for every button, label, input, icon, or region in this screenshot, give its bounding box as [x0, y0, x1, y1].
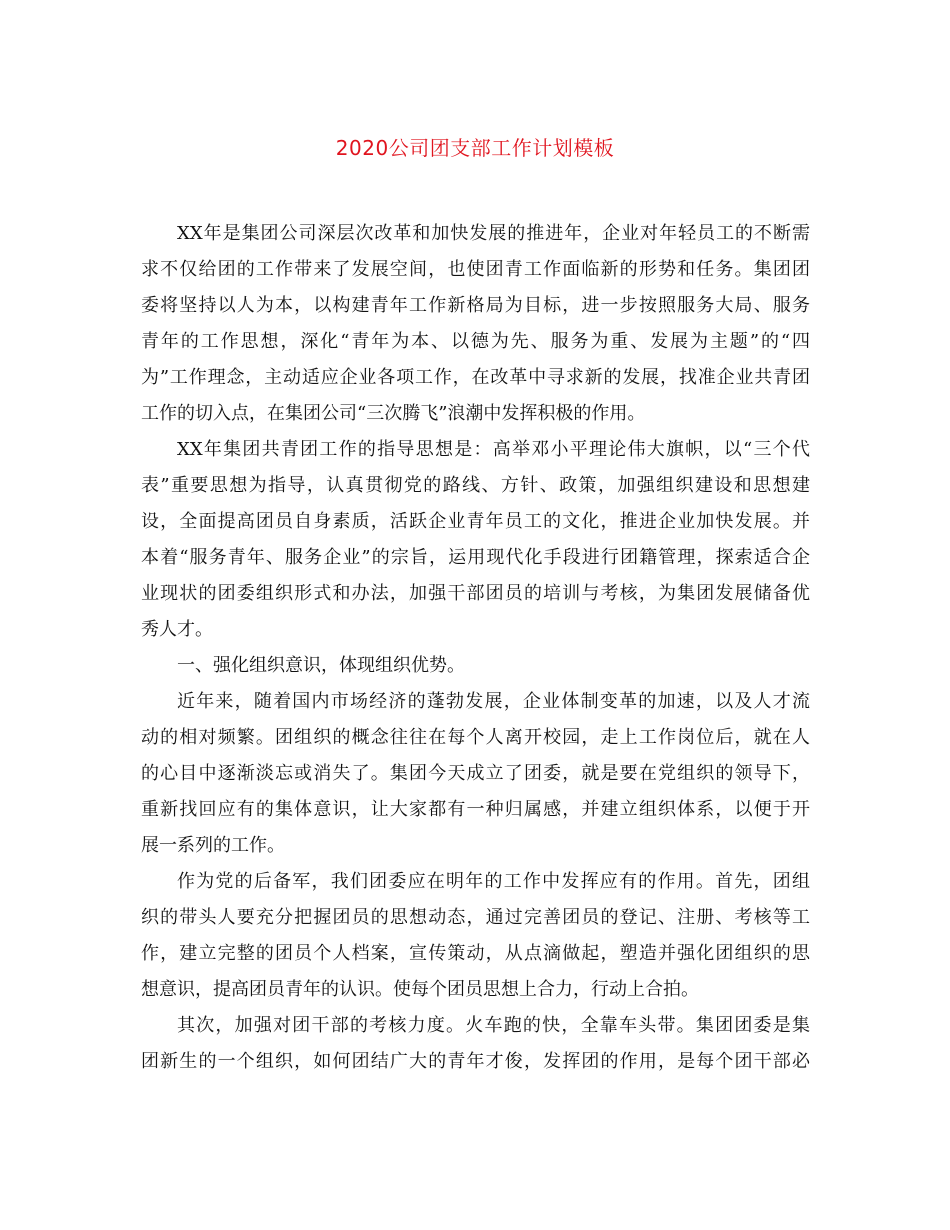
text-line: 重新找回应有的集体意识，让大家都有一种归属感，并建立组织体系，以便于开: [141, 799, 810, 820]
text-line: 表”重要思想为指导，认真贯彻党的路线、方针、政策，加强组织建设和思想建: [141, 475, 810, 496]
text-line: 求不仅给团的工作带来了发展空间，也使团青工作面临新的形势和任务。集团团: [141, 259, 810, 280]
section-heading-1: [141, 648, 810, 684]
text-line: XX年集团共青团工作的指导思想是：高举邓小平理论伟大旗帜，以“三个代: [177, 439, 810, 460]
text-line: 作为党的后备军，我们团委应在明年的工作中发挥应有的作用。首先，团组: [177, 871, 810, 892]
document-body: [141, 216, 810, 1080]
text-line: 秀人才。: [141, 619, 213, 640]
paragraph-1: [141, 216, 810, 432]
text-line: 委将坚持以人为本，以构建青年工作新格局为目标，进一步按照服务大局、服务: [141, 295, 810, 316]
text-line: 作，建立完整的团员个人档案，宣传策动，从点滴做起，塑造并强化团组织的思: [141, 943, 810, 964]
paragraph-2: [141, 432, 810, 648]
text-line: 业现状的团委组织形式和办法，加强干部团员的培训与考核，为集团发展储备优: [141, 583, 810, 604]
text-line: 展一系列的工作。: [141, 835, 285, 856]
text-line: 动的相对频繁。团组织的概念往往在每个人离开校园，走上工作岗位后，就在人: [141, 727, 810, 748]
text-line: 设，全面提高团员自身素质，活跃企业青年员工的文化，推进企业加快发展。并: [141, 511, 810, 532]
text-line: 本着“服务青年、服务企业”的宗旨，运用现代化手段进行团籍管理，探索适合企: [141, 547, 810, 568]
text-line: XX年是集团公司深层次改革和加快发展的推进年，企业对年轻员工的不断需: [177, 223, 810, 244]
paragraph-4: [141, 864, 810, 1008]
document-title: 2020公司团支部工作计划模板: [335, 136, 615, 160]
text-line: 织的带头人要充分把握团员的思想动态，通过完善团员的登记、注册、考核等工: [141, 907, 810, 928]
text-line: 工作的切入点，在集团公司“三次腾飞”浪潮中发挥积极的作用。: [141, 403, 646, 424]
text-line: 想意识，提高团员青年的认识。使每个团员思想上合力，行动上合拍。: [141, 979, 699, 1000]
paragraph-5: [141, 1008, 810, 1080]
paragraph-3: [141, 684, 810, 864]
text-line: 一、强化组织意识，体现组织优势。: [177, 655, 465, 676]
text-line: 的心目中逐渐淡忘或消失了。集团今天成立了团委，就是要在党组织的领导下，: [141, 763, 810, 784]
text-line: 青年的工作思想，深化“青年为本、以德为先、服务为重、发展为主题”的“四: [141, 331, 810, 352]
text-line: 其次，加强对团干部的考核力度。火车跑的快，全靠车头带。集团团委是集: [177, 1015, 810, 1036]
text-line: 团新生的一个组织，如何团结广大的青年才俊，发挥团的作用，是每个团干部必: [141, 1051, 810, 1072]
text-line: 近年来，随着国内市场经济的蓬勃发展，企业体制变革的加速，以及人才流: [177, 691, 810, 712]
text-line: 为”工作理念，主动适应企业各项工作，在改革中寻求新的发展，找准企业共青团: [141, 367, 810, 388]
